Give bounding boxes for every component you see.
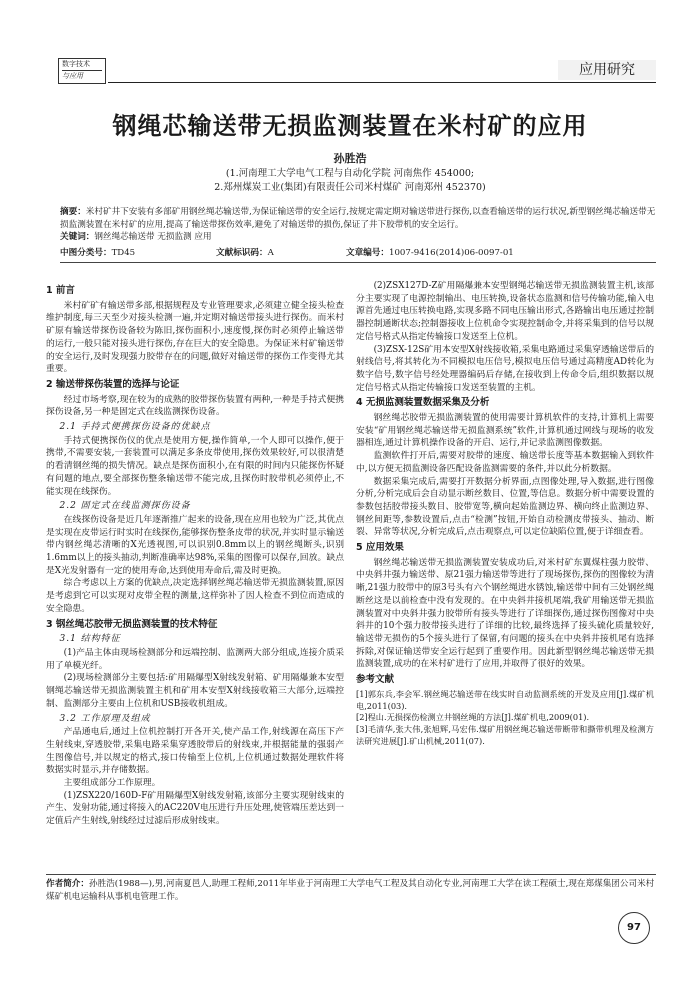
paper-title: 钢绳芯输送带无损监测装置在米村矿的应用 bbox=[112, 111, 588, 140]
reference-item: [3]毛清华,张大伟,张旭辉,马宏伟.煤矿用钢丝绳芯输送带断带和撕带机理及检测方法研究进展[J].矿山机械,2011(07). bbox=[356, 724, 654, 746]
paragraph: 经过市场考察,现在较为的成熟的胶带探伤装置有两种,一种是手持式便携探伤设备,另一种是固定式在线监测探伤设备。 bbox=[46, 394, 344, 418]
paragraph: 手持式便携探伤仪的优点是使用方便,操作简单,一个人即可以操作,便于携带,不需要安装,一套装置可以满足多条皮带使用,探伤效果较好,可以很清楚的看清钢丝绳的损失情况。缺点是探伤面积小,在有限的时间内只能探伤怀疑有问题的地点,要全部探伤整条输送带不能完成,且探伤时胶带机必须停止,不能实现在线探伤。 bbox=[46, 435, 344, 497]
subsection-3-2-heading: 3.2 工作原理及组成 bbox=[59, 713, 151, 724]
paragraph: 综合考虑以上方案的优缺点,决定选择钢丝绳芯输送带无损监测装置,原因是考虑到它可以实现对皮带全程的测量,这样弥补了因人检查不到位而造成的安全隐患。 bbox=[46, 578, 344, 614]
meta-rule bbox=[60, 262, 656, 263]
clc bbox=[60, 246, 135, 258]
doc-code-label: 文献标识码： bbox=[216, 248, 268, 258]
author: 孙胜浩 bbox=[333, 152, 367, 165]
section-1-heading: 1 前言 bbox=[46, 285, 75, 296]
journal-tag-bottom: 与应用 bbox=[62, 70, 102, 82]
clc-label: 中图分类号： bbox=[60, 248, 112, 258]
left-column bbox=[46, 282, 344, 828]
paragraph: (2)ZSX127D-Z矿用隔爆兼本安型钢绳芯输送带无损监测装置主机,该部分主要实现了电源控制输出、电压转换,设备状态监测和信号传输功能,输入电源首先通过电压转换电路,实现多路不同电压输出形式,各路输出电压通过控制器控制通断状态;控制器接收上位机命令实现控制命令,并将采集到的信号以规定信号格式从指定传输接口发送至上位机。 bbox=[356, 281, 654, 342]
clc-value: TD45 bbox=[111, 248, 136, 258]
abstract bbox=[60, 206, 660, 244]
section-label: 应用研究 bbox=[558, 60, 656, 80]
section-3-heading: 3 钢丝绳芯胶带无损监测装置的技术特征 bbox=[46, 618, 218, 630]
references-heading: 参考文献 bbox=[356, 674, 395, 686]
reference-item: [2]程山.无损探伤检测立井钢丝绳的方法[J].煤矿机电,2009(01). bbox=[356, 712, 590, 723]
subsection-2-1-heading: 2.1 手持式便携探伤设备的优缺点 bbox=[59, 422, 211, 433]
keywords: 钢丝绳芯输送带 无损监测 应用 bbox=[94, 232, 212, 242]
reference-list bbox=[356, 689, 654, 748]
journal-tag-top: 数字技术 bbox=[62, 60, 90, 68]
section-5-heading: 5 应用效果 bbox=[356, 542, 404, 554]
paragraph: 主要组成部分工作原理。 bbox=[63, 778, 161, 789]
affiliation-2: 2.郑州煤炭工业(集团)有限责任公司米村煤矿 河南郑州 452370) bbox=[214, 182, 486, 193]
page-number-badge bbox=[618, 912, 650, 944]
paragraph: 钢丝绳芯胶带无损监测装置的使用需要计算机软件的支持,计算机上需要安装“矿用钢丝绳芯输送带无损监测系统”软件,计算机通过网线与现场的收发器相连,通过计算机操作设备的开启、运行,并记录监测图像数据。 bbox=[356, 413, 654, 449]
section-2-heading: 2 输送带探伤装置的选择与论证 bbox=[46, 378, 180, 390]
abstract-text: 米村矿井下安装有多部矿用钢丝绳芯输送带,为保证输送带的安全运行,按规定需定期对输送带进行探伤,以查看输送带的运行状况,新型钢丝绳芯输送带无损监测装置在米村矿的应用,提高了输送带探伤效率,避免了对输送带的损伤,保证了井下胶带机的安全运行。 bbox=[60, 207, 656, 230]
page-number: 97 bbox=[627, 922, 641, 933]
paragraph: 数据采集完成后,需要打开数据分析界面,点图像处理,导入数据,进行图像分析,分析完成后会自动显示断丝数目、位置,等信息。数据分析中需要设置的参数包括胶带接头数目、胶带宽等,横向起始监测边界、横向终止监测边界、钢丝间距等,参数设置后,点击“检测”按钮,开始自动检测皮带接头、抽动、断裂、异常等状况,分析完成后,点击观察点,可以定位缺陷位置,便于详细查看。 bbox=[356, 476, 654, 538]
footnote-text: 孙胜浩(1988—),男,河南夏邑人,助理工程师,2011年毕业于河南理工大学电气工程及其自动化专业,河南理工大学在读工程硕士,现在郑煤集团公司米村煤矿机电运输科从事机电管理工作。 bbox=[46, 879, 655, 902]
paragraph: 产品通电后,通过上位机控制打开各开关,使产品工作,射线源在高压下产生射线束,穿透胶带,采集电路采集穿透胶带后的射线束,并根据能量的强弱产生图像信号,并以规定的格式,接口传输至上位机,上位机通过数据处理软件将数据实时显示,并存储数据。 bbox=[46, 727, 344, 776]
article-no-value: 1007-9416(2014)06-0097-01 bbox=[388, 248, 514, 258]
subsection-2-2-heading: 2.2 固定式在线监测探伤设备 bbox=[59, 501, 191, 512]
paragraph: (1)产品主体由现场检测部分和远端控制、监测两大部分组成,连接介质采用了单模光纤。 bbox=[46, 647, 344, 671]
paragraph: 米村矿矿有输送带多部,根据规程及专业管理要求,必须建立健全接头检查维护制度,每三天至少对接头检测一遍,并定期对输送带接头进行探伤。而米村矿原有输送带探伤设备较为陈旧,探伤面积小,速度慢,探伤时必须停止输送带的运行,一般只能对接头进行探伤,存在巨大的安全隐患。为保证米村矿输送带的安全运行,及时发现强力胶带存在的问题,做好对输送带的探伤工作变得尤其重要。 bbox=[46, 300, 344, 375]
author-footnote bbox=[46, 878, 656, 903]
doc-code-value: A bbox=[267, 248, 274, 258]
footnote-label: 作者简介： bbox=[46, 879, 89, 889]
journal-tag bbox=[58, 58, 106, 84]
article-no bbox=[346, 246, 514, 258]
doc-code bbox=[216, 246, 274, 258]
keywords-label: 关键词： bbox=[60, 232, 95, 242]
article-no-label: 文章编号： bbox=[346, 248, 389, 258]
section-4-heading: 4 无损监测装置数据采集及分析 bbox=[356, 397, 490, 409]
header-rule bbox=[108, 82, 656, 83]
right-column bbox=[356, 280, 654, 748]
affiliation-1: (1.河南理工大学电气工程与自动化学院 河南焦作 454000; bbox=[225, 168, 475, 179]
footnote-rule bbox=[46, 874, 656, 875]
reference-item: [1]郭东兵,李会军.钢丝绳芯输送带在线实时自动监测系统的开发及应用[J].煤矿机电,2011(03). bbox=[356, 688, 654, 711]
paragraph: 监测软件打开后,需要对胶带的速度、输送带长度等基本数据输入到软件中,以方便无损监测设备匹配设备监测需要的条件,并以此分析数据。 bbox=[356, 451, 654, 474]
paragraph: (2)现场检测部分主要包括:矿用隔爆型X射线发射箱、矿用隔爆兼本安型钢绳芯输送带无损监测装置主机和矿用本安型X射线接收箱三大部分,远端控制、监测部分主要由上位机和USB接收机组成。 bbox=[46, 673, 344, 709]
paragraph: (3)ZSX-12S矿用本安型X射线接收箱,采集电路通过采集穿透输送带后的射线信号,将其转化为不同模拟电压信号,模拟电压信号通过高精度AD转化为数字信号,数字信号经处理器编码后存储,在接收到上传命令后,组织数据以规定信号格式从指定传输接口发送至装置的主机。 bbox=[356, 344, 654, 393]
paragraph: 钢丝绳芯输送带无损监测装置安装成功后,对米村矿东翼煤柱强力胶带、中央斜井强力输送带、原21强力输送带等进行了现场探伤,探伤的图像较为清晰,21强力胶带中的原3号头有六个钢丝绳进水锈蚀,输送带中间有三处钢丝绳断丝这是以前检查中没有发现的。在中央斜井接机尾端,我矿用输送带无损监测装置对中央斜井强力胶带所有接头等进行了详细探伤,通过探伤图像对中央斜井的10个强力胶带接头进行了详细的比较,最终选择了接头硫化质量较好,输送带无损伤的5个接头进行了保留,有问题的接头在中央斜井接机尾有选择拆除,对保证输送带安全运行起到了重要作用。因此新型钢丝绳芯输送带无损监测装置,成功的在米村矿进行了应用,并取得了很好的效果。 bbox=[356, 557, 654, 670]
abstract-label: 摘要： bbox=[60, 207, 86, 217]
paragraph: 在线探伤设备是近几年逐渐推广起来的设备,现在应用也较为广泛,其优点是实现在皮带运行时实时在线探伤,能够探伤整条皮带的状况,并实时显示输送带内钢丝绳芯清晰的X光透视图,可以识别0.8mm以上的钢丝绳断头,识别1.6mm以上的接头抽动,判断准确率达98%,采集的图像可以保存,回放。缺点是X光发射器有一定的使用寿命,达到使用寿命后,需及时更换。 bbox=[46, 514, 344, 576]
paragraph: (1)ZSX220/160D-F矿用隔爆型X射线发射箱,该部分主要实现射线束的产生、发射功能,通过将接入的AC220V电压进行升压处理,使管端压差达到一定值后产生射线,射线经过过滤后形成射线束。 bbox=[46, 790, 344, 827]
subsection-3-1-heading: 3.1 结构特征 bbox=[59, 634, 121, 645]
